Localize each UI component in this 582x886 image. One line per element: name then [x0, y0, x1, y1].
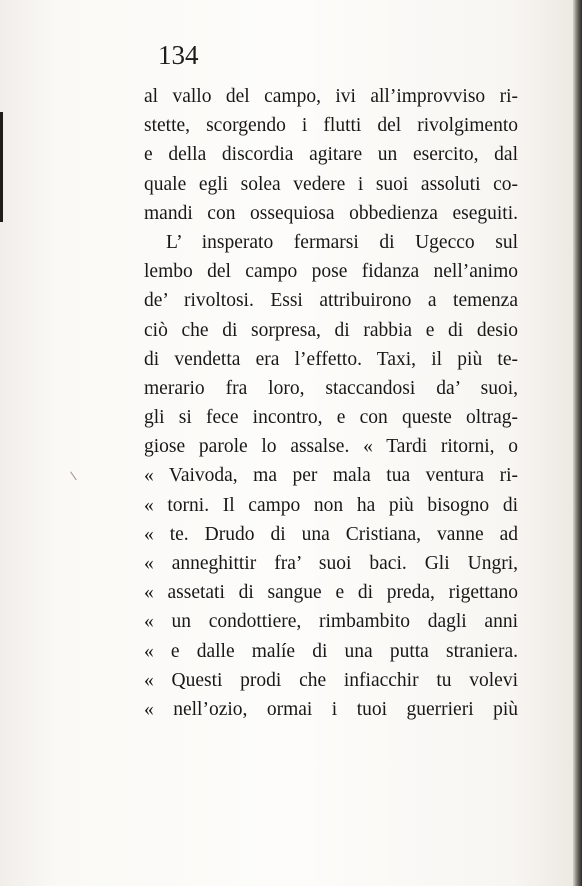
text-line: « te. Drudo di una Cristiana, vanne ad — [144, 523, 518, 545]
text-line: L’ insperato fermarsi di Ugecco sul — [166, 231, 518, 253]
text-line: quale egli solea vedere i suoi assoluti co- — [144, 173, 518, 195]
text-line: gli si fece incontro, e con queste oltrag- — [144, 407, 518, 429]
text-line: stette, scorgendo i flutti del rivolgimento — [144, 115, 518, 137]
text-line: di vendetta era l’effetto. Taxi, il più te- — [144, 348, 518, 370]
text-line: mandi con ossequiosa obbedienza eseguiti. — [144, 202, 518, 224]
text-line: giose parole lo assalse. « Tardi ritorni, o — [144, 436, 518, 458]
text-line: e della discordia agitare un esercito, dal — [144, 144, 518, 166]
text-line: ciò che di sorpresa, di rabbia e di desio — [144, 319, 518, 341]
book-spine-edge — [573, 0, 582, 886]
text-line: « nell’ozio, ormai i tuoi guerrieri più — [144, 698, 518, 720]
text-line: « assetati di sangue e di preda, rigettano — [144, 582, 518, 604]
text-line: merario fra loro, staccandosi da’ suoi, — [144, 377, 518, 399]
text-line: al vallo del campo, ivi all’improvviso ri- — [144, 86, 518, 107]
text-line: « e dalle malíe di una putta straniera. — [144, 640, 518, 662]
text-line: « un condottiere, rimbambito dagli anni — [144, 611, 518, 633]
text-line: « Vaivoda, ma per mala tua ventura ri- — [144, 465, 518, 487]
text-line: « torni. Il campo non ha più bisogno di — [144, 494, 518, 516]
body-text — [144, 82, 518, 724]
page-number: 134 — [158, 40, 199, 70]
text-line: lembo del campo pose fidanza nell’animo — [144, 261, 518, 283]
text-line: de’ rivoltosi. Essi attribuirono a temenza — [144, 290, 518, 312]
text-line: « anneghittir fra’ suoi baci. Gli Ungri, — [144, 553, 518, 574]
scan-edge-mark — [0, 112, 3, 222]
text-line: « Questi prodi che infiacchir tu volevi — [144, 669, 518, 691]
